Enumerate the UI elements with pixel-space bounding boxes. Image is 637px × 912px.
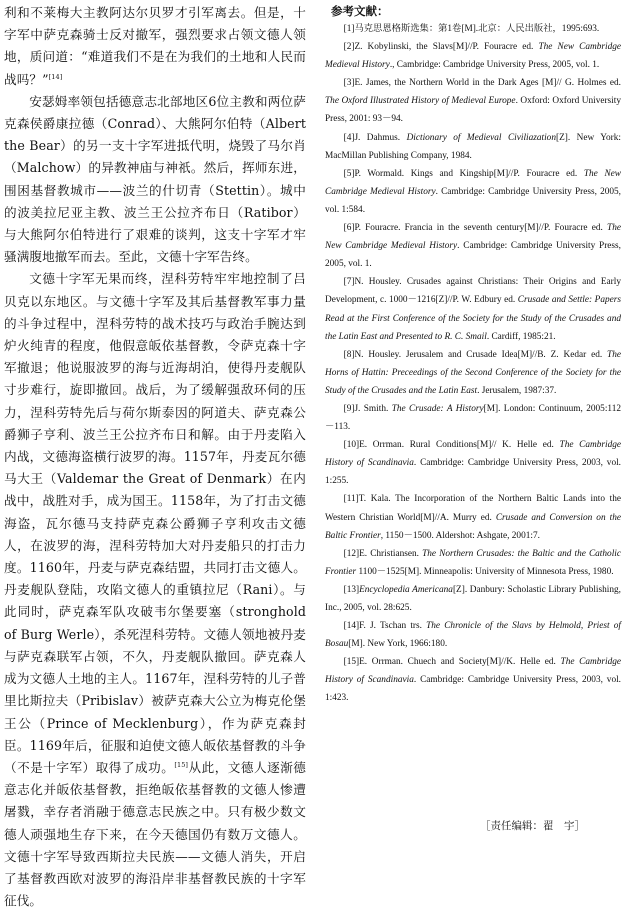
reference-text: T. Kala. The Incorporation of the Northern Baltic Lands into the Western Christian World[M]//A. Murry ed. [325, 494, 621, 523]
reference-title: Encyclopedia Americana [359, 584, 453, 595]
reference-text: . Cardiff, 1985:21. [486, 331, 556, 342]
reference-item [325, 38, 621, 74]
reference-item [325, 20, 621, 38]
reference-number: [3] [343, 78, 355, 89]
reference-text: [Z]. Danbury: Scholastic Library Publishing, Inc., 2005, vol. 28:625. [325, 584, 621, 613]
reference-title: The Horns of Hattin: Preceedings of the Second Conference of the Society for the Study of the Crusades and the Latin East [325, 349, 621, 396]
paragraph-text: 利和不莱梅大主教阿达尔贝罗才引军离去。但是，十字军中萨克森骑士反对撤军，强烈要求占领文德人领地，质问道：“难道我们不是在为我们的土地和人民而战吗？” [4, 5, 306, 87]
reference-number: [6] [343, 223, 355, 234]
reference-text: . Cambridge: Cambridge University Press, 2003, vol. 1:423. [325, 675, 622, 704]
reference-item [325, 165, 621, 219]
reference-number: [12] [343, 548, 360, 559]
reference-title: The Cambridge History of Scandinavia [325, 440, 622, 469]
references-column [325, 2, 621, 708]
reference-text: 1100－1525[M]. Minneapolis: University of Minnesota Press, 1980. [356, 566, 614, 577]
reference-text: [M]. London: Continuum, 2005:112－113. [325, 403, 621, 433]
article-body-column [4, 2, 306, 912]
reference-number: [7] [343, 277, 355, 288]
reference-text: . Cambridge: Cambridge University Press, 2005, vol. 1:584. [325, 186, 621, 215]
citation-note-14: [14] [48, 72, 63, 81]
reference-number: [2] [343, 42, 355, 53]
reference-text: E. Orrman. Rural Conditions[M]// K. Helle ed. [359, 440, 560, 451]
reference-text: ., Cambridge: Cambridge University Press, 2005, vol. 1. [389, 60, 600, 71]
paragraph-text-continued: 从此，文德人逐渐德意志化并皈依基督教，拒绝皈依基督教的文德人惨遭屠戮，幸存者消融于德意志民族之中。只有极少数文德人顽强地生存下来，在今天德国仍有数万文德人。文德十字军导致西斯拉夫民族——文德人消失，开启了基督教西欧对波罗的海沿岸非基督教民族的十字军征伐。 [4, 759, 306, 909]
reference-number: [8] [343, 349, 355, 360]
reference-text: F. J. Tschan trs. [359, 621, 427, 632]
reference-text: Z. Kobylinski, the Slavs[M]//P. Fouracre ed. [354, 42, 539, 53]
reference-item [325, 219, 621, 273]
reference-number: [13] [343, 584, 360, 595]
reference-text: N. Housley. Crusades against Christians: Their Origins and Early Development, c. 1000－1216[Z]//P. W. Edbury ed. [325, 277, 621, 306]
reference-number: [10] [343, 440, 360, 451]
reference-text: P. Fouracre. Francia in the seventh century[M]//P. Fouracre ed. [354, 223, 608, 234]
reference-text: P. Wormald. Kings and Kingship[M]//P. Fouracre ed. [354, 168, 584, 179]
references-heading: 参考文献： [331, 4, 389, 18]
reference-text: . Jerusalem, 1987:37. [477, 385, 557, 396]
reference-title: Dictionary of Medieval Civiliazation [406, 132, 556, 143]
reference-number: [11] [343, 494, 359, 505]
reference-number: [9] [343, 403, 355, 414]
reference-text: E. Christiansen. [359, 548, 423, 559]
citation-note-15: [15] [174, 760, 189, 769]
reference-title: The New Cambridge Medieval History [325, 168, 621, 197]
reference-text: 马克思恩格斯选集：第1卷[M].北京：人民出版社，1995:693. [354, 24, 600, 34]
reference-number: [4] [343, 132, 355, 143]
reference-item [325, 653, 621, 707]
reference-item [325, 346, 621, 400]
reference-text: [Z]. New York: MacMillan Publishing Company, 1984. [325, 132, 622, 161]
reference-item [325, 617, 621, 653]
reference-item [325, 490, 621, 544]
reference-text: J. Dahmus. [354, 132, 407, 143]
reference-text: , 1150－1500. Aldershot: Ashgate, 2001:7. [380, 530, 540, 541]
reference-item [325, 273, 621, 345]
reference-text: . Cambridge: Cambridge University Press, 2005, vol. 1. [325, 241, 621, 270]
reference-text: . Oxford: Oxford University Press, 2001: 93－94. [325, 96, 621, 125]
reference-title: The Northern Crusades: the Baltic and the Catholic Frontier [325, 548, 621, 577]
reference-item [325, 400, 621, 436]
reference-text: J. Smith. [354, 403, 392, 414]
paragraph-text: 安瑟姆率领包括德意志北部地区6位主教和两位萨克森侯爵康拉德（Conrad）、大熊阿尔伯特（Albert the Bear）的另一支十字军进抵代明，烧毁了马尔肖（Malchow）的异教神庙与神祇。然后，挥师东进，围困基督教城市——波兰的什切青（Stettin）。城中的波美拉尼亚主教、波兰王公拉齐布日（Ratibor）与大熊阿尔伯特进行了艰难的谈判，这支十字军才牢骚满腹地撤军而去。至此，文德十字军告终。 [4, 93, 306, 265]
body-paragraph-1 [4, 2, 306, 91]
reference-title: The Oxford Illustrated History of Medieval Europe [325, 96, 516, 107]
responsible-editor-line: ［责任编辑：翟 宇］ [480, 820, 585, 832]
reference-title: The Chronicle of the Slavs by Helmold, Priest of Bosau [325, 621, 621, 650]
reference-text: E. James, the Northern World in the Dark Ages [M]// G. Holmes ed. [354, 78, 621, 89]
reference-number: [5] [343, 168, 355, 179]
reference-item [325, 545, 621, 581]
references-list [325, 20, 621, 708]
reference-title: The Crusade: A History [391, 403, 484, 414]
reference-number: [15] [343, 657, 360, 668]
body-paragraph-2 [4, 91, 306, 269]
reference-title: The New Cambridge Medieval History [325, 223, 621, 252]
reference-number: [14] [343, 621, 360, 632]
body-paragraph-3 [4, 268, 306, 912]
reference-title: The Cambridge History of Scandinavia [325, 657, 621, 686]
reference-number: [1] [343, 24, 355, 34]
reference-item [325, 436, 621, 490]
reference-title: Crusade and Conversion on the Baltic Frontier [325, 512, 621, 541]
reference-item [325, 129, 621, 165]
reference-text: [M]. New York, 1966:180. [348, 639, 448, 650]
reference-item [325, 74, 621, 128]
reference-title: The New Cambridge Medieval History [325, 42, 621, 71]
reference-item [325, 581, 621, 617]
paragraph-text: 文德十字军无果而终，涅科劳特牢牢地控制了吕贝克以东地区。与文德十字军及其后基督教军事力量的斗争过程中，涅科劳特的战术技巧与政治手腕达到炉火纯青的程度，他假意皈依基督教，令萨克森十字军撤退；他说服波罗的海与近海胡泊，使得丹麦舰队寸步难行，旋即撤回。战后，为了缓解强敌环伺的压力，涅科劳特先后与荷尔斯泰因的阿道夫、萨克森公爵狮子亨利、波兰王公拉齐布日和解。由于丹麦陷入内战，文德海盗横行波罗的海。1157年，丹麦瓦尔德马大王（Valdemar the Great of Denmark）在内战中，战胜对手，成为国王。1158年，为了打击文德海盗，瓦尔德马支持萨克森公爵狮子亨利攻击文德人，在波罗的海，涅科劳特加大对丹麦船只的打击力度。1160年，丹麦与萨克森结盟，共同打击文德人。丹麦舰队登陆，攻陷文德人的重镇拉尼（Rani）。与此同时，萨克森军队攻破韦尔堡要塞（stronghold of Burg Werle），杀死涅科劳特。文德人领地被丹麦与萨克森联军占领，不久，丹麦舰队撤回。萨克森人成为文德人土地的主人。1167年，涅科劳特的儿子普里比斯拉夫（Pribislav）被萨克森大公立为梅克伦堡王公（Prince of Mecklenburg），作为萨克森封臣。1169年后，征服和迫使文德人皈依基督教的斗争（不是十字军）取得了成功。 [4, 271, 306, 775]
reference-text: . Cambridge: Cambridge University Press, 2003, vol. 1:255. [325, 458, 622, 487]
reference-text: N. Housley. Jerusalem and Crusade Idea[M]//B. Z. Kedar ed. [354, 349, 608, 360]
reference-text: E. Orrman. Chuech and Society[M]//K. Helle ed. [359, 657, 561, 668]
reference-title: Crusade and Settle: Papers Read at the First Conference of the Society for the Study of the Crusades and the Latin East and Presented to R. C. Smail [325, 295, 621, 342]
